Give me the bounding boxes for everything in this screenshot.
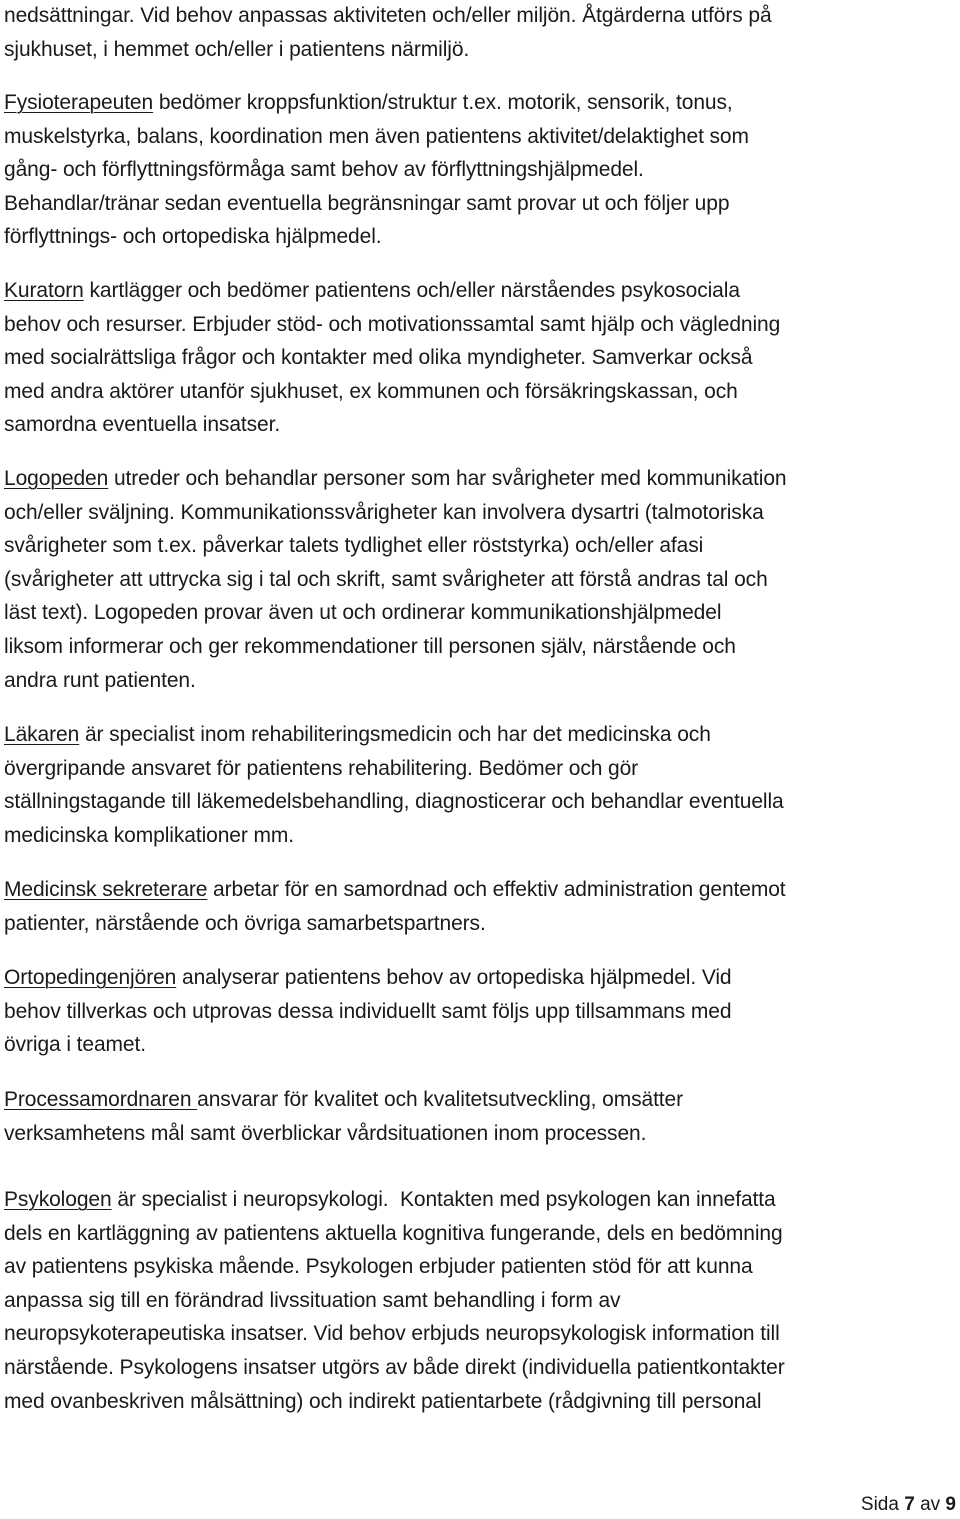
text-line: är specialist i neuropsykologi. Kontakten med psykologen kan innefatta [111,1188,776,1211]
text-line: analyserar patientens behov av ortopediska hjälpmedel. Vid [176,966,732,989]
page-number-total: 9 [945,1494,956,1515]
text-line: liksom informerar och ger rekommendationer till personen själv, närstående och [4,634,736,658]
text-line: utreder och behandlar personer som har svårigheter med kommunikation [108,467,787,490]
text-line: och/eller sväljning. Kommunikationssvårigheter kan involvera dysartri (talmotoriska [4,500,764,524]
role-title-kuratorn: Kuratorn [4,279,84,302]
text-line: patienter, närstående och övriga samarbetspartners. [4,911,486,935]
text-line: förflyttnings- och ortopediska hjälpmedel. [4,225,382,249]
role-title-ortopedingenjoren: Ortopedingenjören [4,966,177,989]
text-line: Behandlar/tränar sedan eventuella begränsningar samt provar ut och följer upp [4,191,730,215]
text-line: ställningstagande till läkemedelsbehandling, diagnosticerar och behandlar eventuella [4,790,784,814]
paragraph-kuratorn [4,274,780,442]
text-line: verksamhetens mål samt överblickar vårdsituationen inom processen. [4,1121,647,1145]
text-line: med andra aktörer utanför sjukhuset, ex kommunen och försäkringskassan, och [4,379,738,403]
role-title-medicinsk-sekreterare: Medicinsk sekreterare [4,878,208,901]
text-line: gång- och förflyttningsförmåga samt behov av förflyttningshjälpmedel. [4,158,644,182]
page-number [861,1494,956,1516]
text-line: sjukhuset, i hemmet och/eller i patientens närmiljö. [4,37,470,61]
text-line: behov och resurser. Erbjuder stöd- och motivationssamtal samt hjälp och vägledning [4,312,781,336]
paragraph-psykologen [4,1183,785,1418]
role-title-processamordnaren: Processamordnaren [4,1088,198,1111]
text-line: med socialrättsliga frågor och kontakter med olika myndigheter. Samverkar också [4,346,753,370]
page-number-current: 7 [904,1494,915,1515]
paragraph-logopeden [4,462,787,697]
text-line: medicinska komplikationer mm. [4,823,295,847]
page-number-middle: av [914,1494,946,1515]
text-line: samordna eventuella insatser. [4,413,281,437]
text-line: kartlägger och bedömer patientens och/eller närståendes psykosociala [83,279,740,302]
text-line: läst text). Logopeden provar även ut och ordinerar kommunikationshjälpmedel [4,601,722,625]
text-line: är specialist inom rehabiliteringsmedicin och har det medicinska och [79,723,711,746]
role-title-psykologen: Psykologen [4,1188,112,1211]
text-line: övriga i teamet. [4,1033,146,1057]
paragraph-ortopedingenjoren [4,961,732,1062]
text-line: muskelstyrka, balans, koordination men även patientens aktivitet/delaktighet som [4,124,749,148]
page-number-prefix: Sida [860,1494,905,1515]
role-title-fysioterapeuten: Fysioterapeuten [4,91,154,114]
text-line: behov tillverkas och utprovas dessa individuellt samt följs upp tillsammans med [4,999,732,1023]
text-line: närstående. Psykologens insatser utgörs av både direkt (individuella patientkontakter [4,1355,785,1379]
role-title-lakaren: Läkaren [4,723,80,746]
text-line: övergripande ansvaret för patientens rehabilitering. Bedömer och gör [4,756,639,780]
text-line: andra runt patienten. [4,668,196,692]
text-line: nedsättningar. Vid behov anpassas aktiviteten och/eller miljön. Åtgärderna utförs på [4,4,772,27]
text-line: av patientens psykiska mående. Psykologen erbjuder patienten stöd för att kunna [4,1255,753,1279]
role-title-logopeden: Logopeden [4,467,109,490]
paragraph-fysioterapeuten [4,86,749,254]
paragraph-medicinsk-sekreterare [4,873,786,940]
text-line: svårigheter som t.ex. påverkar talets tydlighet eller röststyrka) och/eller afasi [4,534,704,558]
text-line: bedömer kroppsfunktion/struktur t.ex. motorik, sensorik, tonus, [153,91,733,114]
paragraph-lakaren [4,718,784,852]
text-line: ansvarar för kvalitet och kvalitetsutveckling, omsätter [197,1088,684,1111]
paragraph-intro-continuation [4,0,772,66]
text-line: neuropsykoterapeutiska insatser. Vid behov erbjuds neuropsykologisk information till [4,1322,780,1346]
text-line: (svårigheter att uttrycka sig i tal och skrift, samt svårigheter att förstå andras tal och [4,567,768,591]
text-line: arbetar för en samordnad och effektiv administration gentemot [207,878,786,901]
text-line: med ovanbeskriven målsättning) och indirekt patientarbete (rådgivning till personal [4,1389,762,1413]
paragraph-processamordnaren [4,1083,683,1150]
text-line: anpassa sig till en förändrad livssituation samt behandling i form av [4,1288,621,1312]
text-line: dels en kartläggning av patientens aktuella kognitiva fungerande, dels en bedömning [4,1221,783,1245]
